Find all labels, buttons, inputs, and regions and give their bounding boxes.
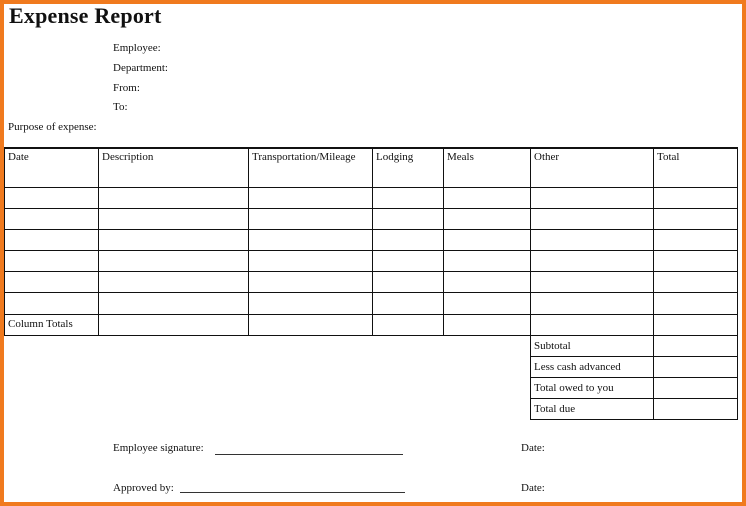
table-row-line bbox=[4, 250, 738, 251]
employee-signature-label: Employee signature: bbox=[113, 442, 204, 454]
col-header-other: Other bbox=[534, 151, 560, 163]
col-header-date: Date bbox=[8, 151, 29, 163]
table-bottom-line bbox=[4, 335, 738, 336]
date-label-1: Date: bbox=[521, 442, 545, 454]
total-owed-label: Total owed to you bbox=[534, 382, 614, 394]
table-col-line bbox=[443, 147, 444, 336]
col-header-lodging: Lodging bbox=[376, 151, 414, 163]
table-row-line bbox=[4, 292, 738, 293]
total-due-label: Total due bbox=[534, 403, 576, 415]
col-header-total: Total bbox=[657, 151, 680, 163]
employee-signature-line[interactable] bbox=[215, 454, 403, 455]
col-header-description: Description bbox=[102, 151, 154, 163]
table-col-line bbox=[98, 147, 99, 336]
to-label: To: bbox=[113, 101, 128, 113]
table-col-line bbox=[737, 147, 738, 420]
subtotal-label: Subtotal bbox=[534, 340, 571, 352]
column-totals-label: Column Totals bbox=[8, 318, 73, 330]
table-row-line bbox=[4, 229, 738, 230]
summary-col-line bbox=[653, 335, 654, 420]
summary-row-line bbox=[530, 377, 738, 378]
table-col-line bbox=[372, 147, 373, 336]
purpose-label: Purpose of expense: bbox=[8, 121, 97, 133]
table-row-line bbox=[4, 314, 738, 315]
table-top-rule bbox=[4, 147, 738, 149]
date-label-2: Date: bbox=[521, 482, 545, 494]
employee-label: Employee: bbox=[113, 42, 161, 54]
table-row-line bbox=[4, 187, 738, 188]
approved-by-line[interactable] bbox=[180, 492, 405, 493]
approved-by-label: Approved by: bbox=[113, 482, 174, 494]
department-label: Department: bbox=[113, 62, 168, 74]
col-header-meals: Meals bbox=[447, 151, 474, 163]
page-title: Expense Report bbox=[9, 3, 162, 28]
table-row-line bbox=[4, 208, 738, 209]
summary-row-line bbox=[530, 419, 738, 420]
summary-row-line bbox=[530, 356, 738, 357]
summary-row-line bbox=[530, 398, 738, 399]
table-col-line bbox=[4, 147, 5, 336]
table-col-line bbox=[530, 147, 531, 336]
table-col-line bbox=[653, 147, 654, 336]
table-row-line bbox=[4, 271, 738, 272]
less-cash-advanced-label: Less cash advanced bbox=[534, 361, 621, 373]
summary-col-line bbox=[530, 335, 531, 420]
col-header-transportation: Transportation/Mileage bbox=[252, 151, 356, 163]
from-label: From: bbox=[113, 82, 140, 94]
table-col-line bbox=[248, 147, 249, 336]
